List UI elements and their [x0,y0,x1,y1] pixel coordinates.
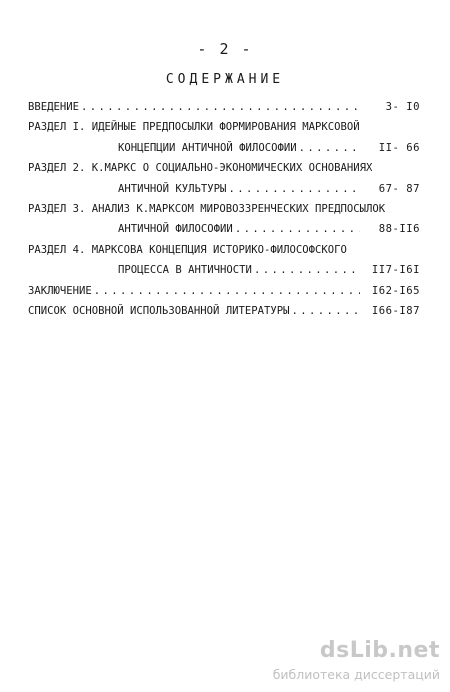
page-number: - 2 - [197,40,253,58]
table-of-contents [28,97,420,321]
toc-entry-title-cont: ПРОЦЕССА В АНТИЧНОСТИ [118,264,252,277]
toc-entry-title: РАЗДЕЛ I. ИДЕЙНЫЕ ПРЕДПОСЫЛКИ ФОРМИРОВАНИЯ МАРКСОВОЙ [28,121,360,134]
toc-entry-title-cont: АНТИЧНОЙ ФИЛОСОФИИ [118,223,233,236]
toc-entry-title: РАЗДЕЛ 2. К.МАРКС О СОЦИАЛЬНО-ЭКОНОМИЧЕСКИХ ОСНОВАНИЯХ [28,162,373,175]
toc-entry-title: СПИСОК ОСНОВНОЙ ИСПОЛЬЗОВАННОЙ ЛИТЕРАТУРЫ [28,305,290,318]
toc-entry-pages: 67- 87 [378,182,420,195]
toc-heading: СОДЕРЖАНИЕ [165,72,285,87]
toc-entry-section-3-cont [28,219,420,239]
dot-leader [254,260,360,280]
toc-entry-section-1-cont [28,138,420,158]
toc-entry-pages: I66-I87 [371,305,420,318]
dot-leader [299,138,360,158]
toc-entry-title: ЗАКЛЮЧЕНИЕ [28,284,92,297]
toc-entry-pages: II- 66 [378,141,420,154]
toc-entry-bibliography [28,301,420,321]
dot-leader [81,97,360,117]
toc-entry-pages: 88-II6 [378,223,420,236]
toc-entry-title-cont: КОНЦЕПЦИИ АНТИЧНОЙ ФИЛОСОФИИ [118,141,297,154]
toc-entry-section-2 [28,158,420,178]
toc-entry-section-4-cont [28,260,420,280]
dot-leader [235,219,360,239]
toc-entry-title: РАЗДЕЛ 3. АНАЛИЗ К.МАРКСОМ МИРОВОЗЗРЕНЧЕСКИХ ПРЕДПОСЫЛОК [28,203,386,216]
toc-entry-pages: 3- I0 [385,101,420,113]
toc-entry-section-2-cont [28,179,420,199]
toc-entry-pages: I62-I65 [371,284,420,297]
toc-entry-section-3 [28,199,420,219]
watermark-caption: библиотека диссертаций [272,667,440,682]
watermark-logo: dsLib.net [319,638,440,663]
dot-leader [94,281,360,301]
dot-leader [292,301,361,321]
toc-entry-pages: II7-I6I [371,264,420,277]
toc-entry-conclusion [28,281,420,301]
dot-leader [228,179,360,199]
toc-entry-title-cont: АНТИЧНОЙ КУЛЬТУРЫ [118,182,227,195]
watermark [230,638,440,682]
toc-entry-title: ВВЕДЕНИЕ [28,101,80,113]
toc-entry-title: РАЗДЕЛ 4. МАРКСОВА КОНЦЕПЦИЯ ИСТОРИКО-ФИЛОСОФСКОГО [28,243,347,256]
toc-entry-introduction [28,97,420,117]
toc-entry-section-1 [28,117,420,137]
toc-entry-section-4 [28,240,420,260]
